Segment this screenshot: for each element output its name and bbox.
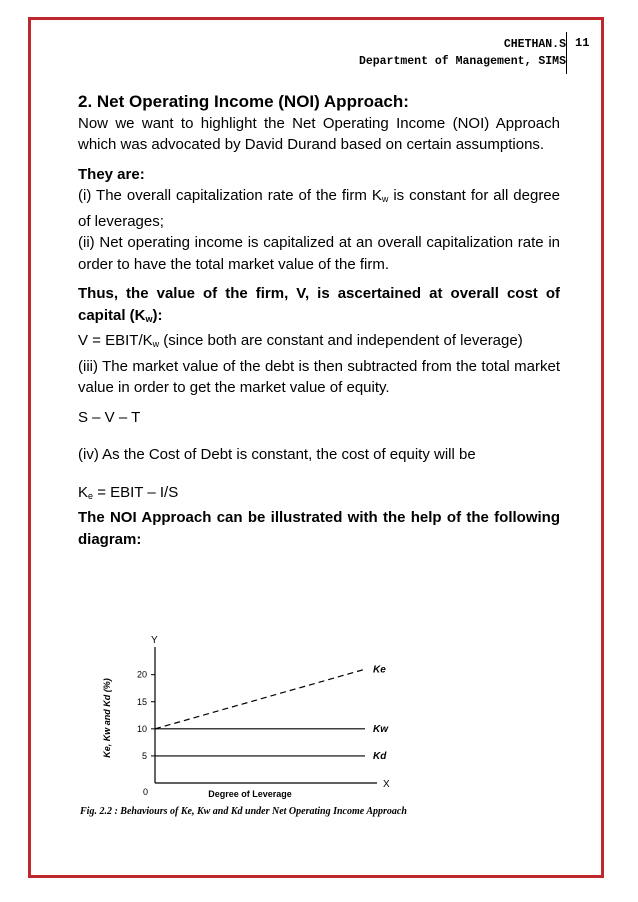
- thus-statement: Thus, the value of the firm, V, is ascertained at overall cost of capital $(K_w)$:: [78, 285, 560, 324]
- series-label-kd: Kd: [373, 750, 387, 762]
- section-heading: 2. Net Operating Income (NOI) Approach:: [78, 92, 409, 111]
- formula-s: S – V – T: [78, 408, 141, 426]
- assumption-1: (i) The overall capitalization rate of the firm $K_w$ is constant for all degree of leverages;: [78, 187, 560, 230]
- series-label-ke: Ke: [373, 664, 386, 676]
- y-tick-label: 5: [141, 750, 147, 761]
- formula-ke: $K_e$ = EBIT – I/S: [78, 483, 179, 501]
- diagram-intro: The NOI Approach can be illustrated with the help of the following diagram:: [78, 509, 560, 548]
- y-tick-label: 10: [136, 723, 147, 734]
- page-header: [359, 36, 566, 70]
- y-tick-label: 20: [136, 669, 147, 680]
- they-are-heading: They are:: [78, 165, 145, 183]
- header-department: Department of Management, SIMS: [358, 55, 566, 68]
- assumption-2: (ii) Net operating income is capitalized at an overall capitalization rate in order to have the total market value of the firm.: [78, 234, 560, 273]
- assumption-3: (iii) The market value of the debt is then subtracted from the total market value in order to get the market value of equity.: [78, 357, 560, 396]
- document-body: [78, 91, 560, 550]
- header-author: CHETHAN.S: [503, 38, 566, 51]
- x-axis-letter: X: [383, 779, 390, 790]
- figure-caption: Fig. 2.2 : Behaviours of Ke, Kw and Kd under Net Operating Income Approach: [80, 806, 407, 817]
- y-tick-label: 15: [136, 696, 147, 707]
- x-axis-label: Degree of Leverage: [208, 789, 292, 799]
- y-axis-letter: Y: [151, 635, 158, 646]
- formula-v: V = EBIT/$K_w$ (since both are constant and independent of leverage): [78, 332, 523, 349]
- series-line-ke: [155, 669, 365, 729]
- intro-paragraph: Now we want to highlight the Net Operating Income (NOI) Approach which was advocated by David Durand based on certain assumptions.: [78, 114, 560, 153]
- series-label-kw: Kw: [373, 723, 388, 735]
- assumption-4: (iv) As the Cost of Debt is constant, the cost of equity will be: [78, 446, 476, 463]
- noi-chart: [80, 635, 400, 800]
- y-axis-label: Ke, Kw and Kd (%): [102, 678, 112, 758]
- origin-label: 0: [143, 787, 149, 797]
- header-divider: [566, 32, 567, 74]
- page-number: 11: [575, 36, 590, 50]
